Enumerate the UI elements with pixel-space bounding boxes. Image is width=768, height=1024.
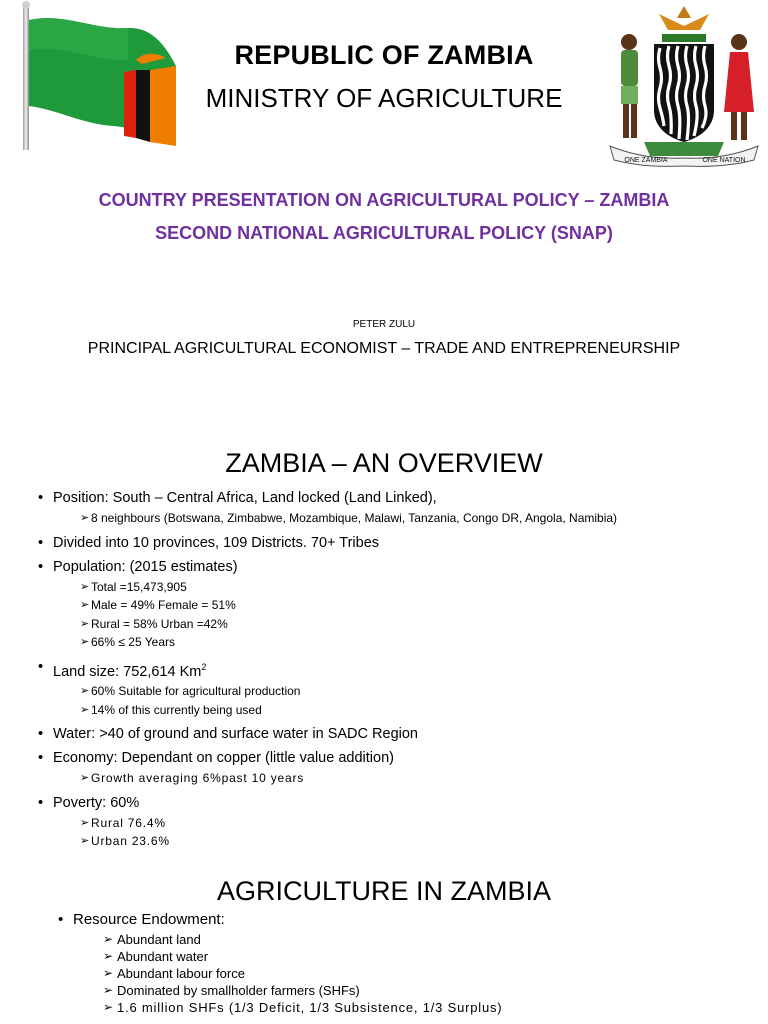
list-item: ➢ Abundant labour force <box>73 965 768 982</box>
list-item: ➢ 66% ≤ 25 Years <box>53 633 758 652</box>
coat-of-arms-image <box>604 0 764 170</box>
agriculture-list <box>58 911 768 1022</box>
list-item: • Water: >40 of ground and surface water in SADC Region <box>38 725 758 743</box>
list-item: • Resource Endowment: ➢ Abundant land ➢ Abundant water ➢ Abundant labour force ➢ Dominated by smallholder farmers (SHFs) ➢ 1.6 million SHFs (1/3 Deficit, 1/3 Subsistence, 1/3 Surplus) <box>58 911 768 1016</box>
list-item: • Land size: 752,614 Km$^2$ ➢ 60% Suitable for agricultural production ➢ 14% of this currently being used <box>38 658 758 720</box>
list-item: ➢ Male = 49% Female = 51% <box>53 596 758 615</box>
zambia-flag-image <box>18 0 183 155</box>
list-item: • Position: South – Central Africa, Land locked (Land Linked), ➢ 8 neighbours (Botswana, Zimbabwe, Mozambique, Malawi, Tanzania, Congo DR, Angola, Namibia) <box>38 489 758 528</box>
list-item: • Divided into 10 provinces, 109 Districts. 70+ Tribes <box>38 534 758 552</box>
coat-motto-right: ONE NATION <box>702 157 746 164</box>
title-slide <box>0 0 768 420</box>
page-title: REPUBLIC OF ZAMBIA <box>234 40 534 70</box>
list-item: • Population: (2015 estimates) ➢ Total =15,473,905 ➢ Male = 49% Female = 51% ➢ Rural = 58% Urban =42% ➢ 66% ≤ 25 Years <box>38 558 758 652</box>
presentation-title-line2: SECOND NATIONAL AGRICULTURAL POLICY (SNAP) <box>155 223 613 243</box>
coat-motto-left: ONE ZAMBIA <box>624 157 668 164</box>
list-item: ➢ Urban 23.6% <box>53 832 758 851</box>
list-item: ➢ 60% Suitable for agricultural production <box>53 682 758 701</box>
list-item: ➢ 1.6 million SHFs (1/3 Deficit, 1/3 Subsistence, 1/3 Surplus) <box>73 999 768 1016</box>
list-item: ➢ Abundant water <box>73 948 768 965</box>
list-item: • Poverty: 60% ➢ Rural 76.4% ➢ Urban 23.6% <box>38 794 758 851</box>
list-item: ➢ Abundant land <box>73 931 768 948</box>
overview-list <box>38 489 758 857</box>
presenter-name: PETER ZULU <box>352 319 416 330</box>
ministry-subtitle: MINISTRY OF AGRICULTURE <box>205 83 563 113</box>
list-item: • Economy: Dependant on copper (little value addition) ➢ Growth averaging 6%past 10 years <box>38 749 758 788</box>
list-item: ➢ Rural 76.4% <box>53 814 758 833</box>
list-item: ➢ Total =15,473,905 <box>53 578 758 597</box>
presenter-role: PRINCIPAL AGRICULTURAL ECONOMIST – TRADE AND ENTREPRENEURSHIP <box>87 340 681 357</box>
list-item: ➢ Growth averaging 6%past 10 years <box>53 769 758 788</box>
list-item: ➢ Rural = 58% Urban =42% <box>53 615 758 634</box>
list-item: ➢ 14% of this currently being used <box>53 701 758 720</box>
overview-heading: ZAMBIA – AN OVERVIEW <box>225 448 543 478</box>
list-item: ➢ 8 neighbours (Botswana, Zimbabwe, Mozambique, Malawi, Tanzania, Congo DR, Angola, Namibia) <box>53 509 758 528</box>
list-item: ➢ Dominated by smallholder farmers (SHFs) <box>73 982 768 999</box>
presentation-title-line1: COUNTRY PRESENTATION ON AGRICULTURAL POLICY – ZAMBIA <box>98 190 670 210</box>
agriculture-heading: AGRICULTURE IN ZAMBIA <box>216 876 552 906</box>
